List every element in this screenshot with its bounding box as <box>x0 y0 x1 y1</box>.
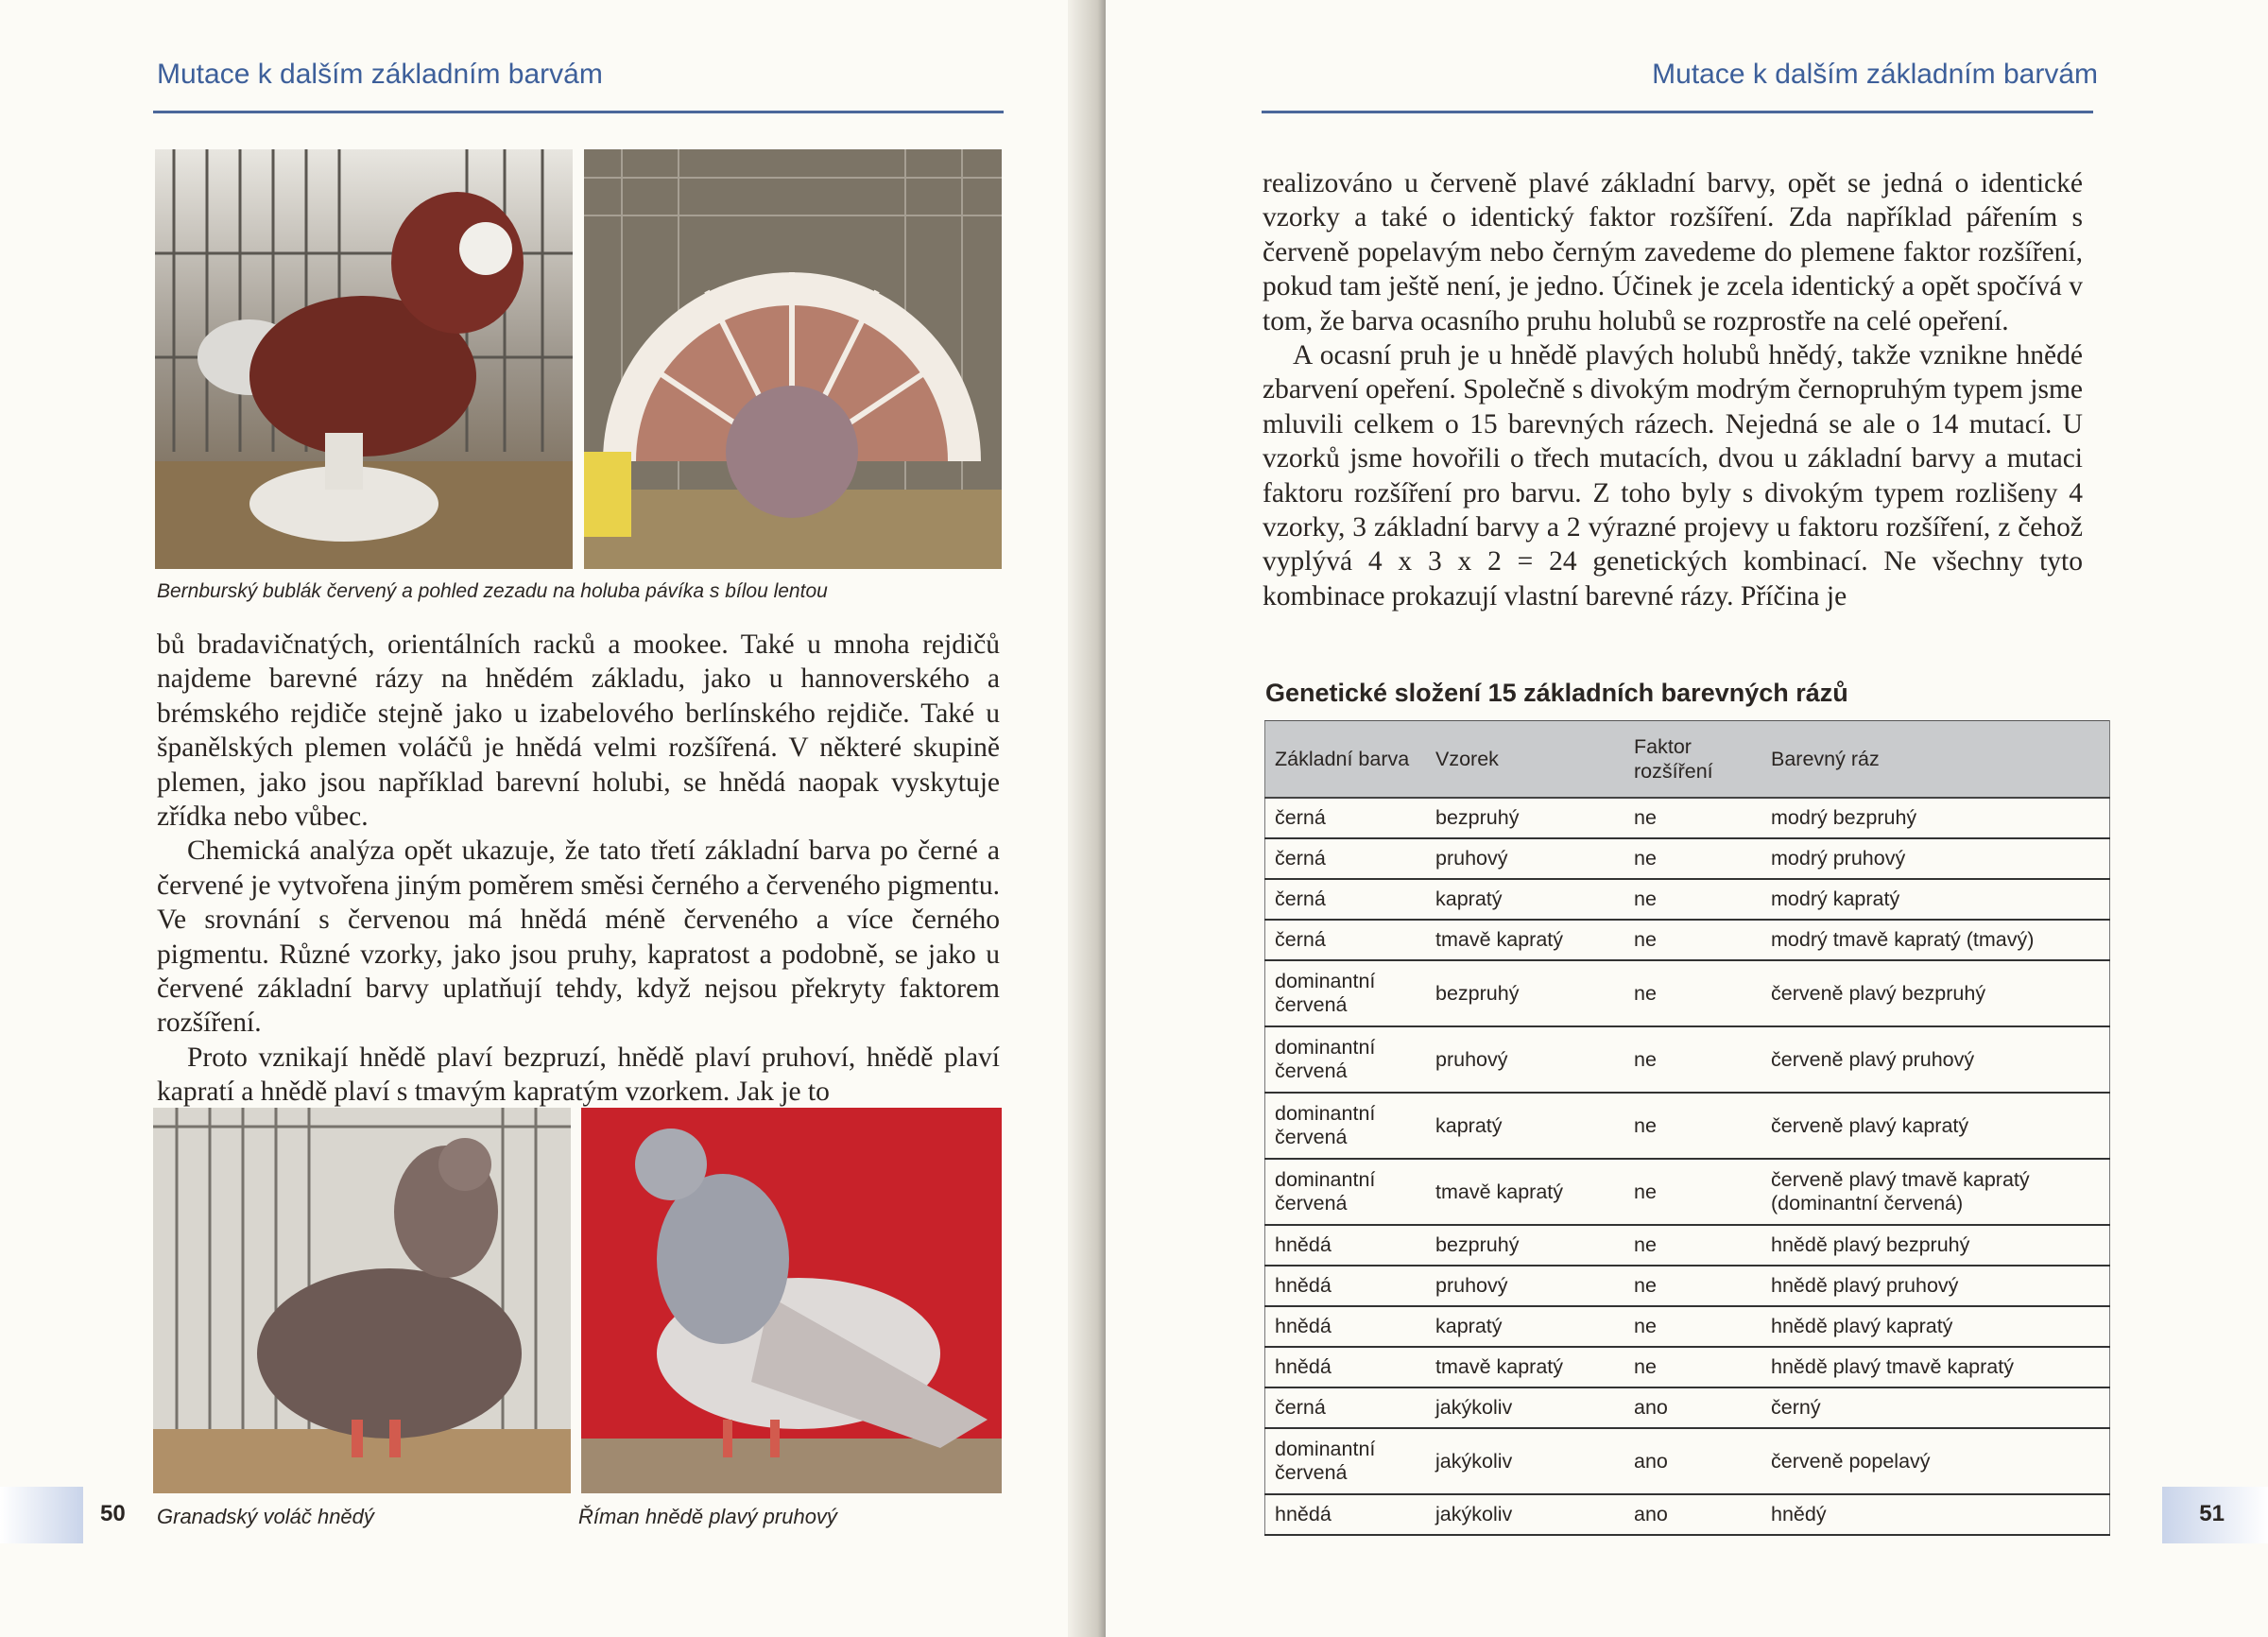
table-row <box>1265 1347 2110 1387</box>
folio-bar-left <box>0 1487 83 1543</box>
cell-pattern: bezpruhý <box>1426 1225 1624 1266</box>
left-page <box>0 0 1106 1637</box>
cell-base-color: hnědá <box>1265 1494 1427 1535</box>
cell-pattern: kapratý <box>1426 879 1624 920</box>
cell-pattern: kapratý <box>1426 1306 1624 1347</box>
cell-base-color: dominantní červená <box>1265 960 1427 1026</box>
cell-pattern: tmavě kapratý <box>1426 1347 1624 1387</box>
table-header-color-variety: Barevný ráz <box>1761 721 2110 799</box>
cell-color-variety: hnědě plavý bezpruhý <box>1761 1225 2110 1266</box>
cell-color-variety: červeně popelavý <box>1761 1428 2110 1494</box>
cell-base-color: černá <box>1265 798 1427 838</box>
cell-pattern: bezpruhý <box>1426 798 1624 838</box>
cell-spread-factor: ne <box>1624 1093 1761 1159</box>
cell-pattern: kapratý <box>1426 1093 1624 1159</box>
table-row <box>1265 1159 2110 1225</box>
table-header-spread-factor: Faktor rozšíření <box>1624 721 1761 799</box>
header-rule-right <box>1262 111 2093 113</box>
cell-color-variety: hnědě plavý tmavě kapratý <box>1761 1347 2110 1387</box>
cell-color-variety: červeně plavý tmavě kapratý (dominantní červená) <box>1761 1159 2110 1225</box>
cell-base-color: hnědá <box>1265 1347 1427 1387</box>
right-paragraph-2: A ocasní pruh je u hnědě plavých holubů hnědý, takže vznikne hnědé zbarvení opeření. Společně s divokým modrým černopruhým typem jsme mluvili celkem o 15 barevných rázech. Nejedná se ale o 14 mutací. U vzorků jsme hovořili o třech mutacích, dvou u základní barvy a mutaci faktoru rozšíření pro barvu. Z toho byly s divokým typem rozlišeny 4 vzorky, 3 základní barvy a 2 výrazné projevy u faktoru rozšíření, z čehož vyplývá 4 x 3 x 2 = 24 genetických kombinací. Ne všechny tyto kombinace prokazují vlastní barevné rázy. Příčina je <box>1263 340 2083 612</box>
right-page <box>1106 0 2268 1637</box>
cell-spread-factor: ne <box>1624 838 1761 879</box>
cell-pattern: tmavě kapratý <box>1426 1159 1624 1225</box>
cell-color-variety: modrý pruhový <box>1761 838 2110 879</box>
table-header-pattern: Vzorek <box>1426 721 1624 799</box>
cell-color-variety: modrý bezpruhý <box>1761 798 2110 838</box>
cell-spread-factor: ne <box>1624 1347 1761 1387</box>
cell-pattern: tmavě kapratý <box>1426 920 1624 960</box>
table-row <box>1265 838 2110 879</box>
cell-base-color: dominantní červená <box>1265 1026 1427 1093</box>
cell-spread-factor: ne <box>1624 879 1761 920</box>
cell-spread-factor: ano <box>1624 1494 1761 1535</box>
table-row <box>1265 1093 2110 1159</box>
table-row <box>1265 960 2110 1026</box>
cell-color-variety: červeně plavý kapratý <box>1761 1093 2110 1159</box>
cell-base-color: černá <box>1265 1387 1427 1428</box>
cell-pattern: jakýkoliv <box>1426 1494 1624 1535</box>
cell-base-color: černá <box>1265 838 1427 879</box>
table-body <box>1265 798 2110 1535</box>
cell-pattern: pruhový <box>1426 838 1624 879</box>
table-row <box>1265 879 2110 920</box>
photo-red-pouter <box>155 149 573 569</box>
page-number-left: 50 <box>100 1501 126 1526</box>
running-head-left: Mutace k dalším základním barvám <box>157 59 603 90</box>
cell-base-color: dominantní červená <box>1265 1093 1427 1159</box>
cell-spread-factor: ano <box>1624 1428 1761 1494</box>
cell-spread-factor: ne <box>1624 798 1761 838</box>
table-row <box>1265 1387 2110 1428</box>
table-row <box>1265 920 2110 960</box>
cell-spread-factor: ne <box>1624 1026 1761 1093</box>
cell-base-color: hnědá <box>1265 1266 1427 1306</box>
cell-pattern: pruhový <box>1426 1026 1624 1093</box>
table-row <box>1265 1225 2110 1266</box>
cell-color-variety: modrý tmavě kapratý (tmavý) <box>1761 920 2110 960</box>
cell-base-color: hnědá <box>1265 1306 1427 1347</box>
genetics-table <box>1264 720 2110 1536</box>
left-paragraph-1: bů bradavičnatých, orientálních racků a mookee. Také u mnoha rejdičů najdeme barevné rázy na hnědém základu, jako u hannoverského a brémského rejdiče stejně jako u izabelového berlínského rejdiče. Také u španělských plemen voláčů je hnědá velmi rozšířená. V některé skupině plemen, jako jsou například barevní holubi, se hnědá naopak vyskytuje zřídka nebo vůbec. <box>157 629 1000 833</box>
header-rule-left <box>153 111 1004 113</box>
cell-spread-factor: ano <box>1624 1387 1761 1428</box>
left-paragraph-3: Proto vznikají hnědě plaví bezpruzí, hnědě plaví pruhoví, hnědě plaví kapratí a hnědě plaví s tmavým kapratým vzorkem. Jak je to <box>157 1042 1000 1108</box>
table-row <box>1265 1494 2110 1535</box>
cell-base-color: hnědá <box>1265 1225 1427 1266</box>
cell-spread-factor: ne <box>1624 920 1761 960</box>
right-body-text <box>1263 166 2083 613</box>
cell-color-variety: červeně plavý pruhový <box>1761 1026 2110 1093</box>
table-header-base-color: Základní barva <box>1265 721 1427 799</box>
page-number-right: 51 <box>2199 1501 2225 1526</box>
cell-spread-factor: ne <box>1624 1266 1761 1306</box>
cell-pattern: jakýkoliv <box>1426 1387 1624 1428</box>
cell-pattern: pruhový <box>1426 1266 1624 1306</box>
cell-spread-factor: ne <box>1624 1225 1761 1266</box>
photo-fantail-rear <box>584 149 1002 569</box>
cell-spread-factor: ne <box>1624 1306 1761 1347</box>
table-row <box>1265 1306 2110 1347</box>
photo-roman-pigeon <box>581 1108 1002 1493</box>
cell-spread-factor: ne <box>1624 1159 1761 1225</box>
top-photos-caption: Bernburský bublák červený a pohled zezadu na holuba pávíka s bílou lentou <box>157 580 828 602</box>
cell-pattern: jakýkoliv <box>1426 1428 1624 1494</box>
cell-color-variety: hnědý <box>1761 1494 2110 1535</box>
running-head-right: Mutace k dalším základním barvám <box>1652 59 2098 90</box>
bottom-left-photo-caption: Granadský voláč hnědý <box>157 1505 374 1528</box>
cell-pattern: bezpruhý <box>1426 960 1624 1026</box>
table-row <box>1265 1266 2110 1306</box>
bottom-right-photo-caption: Říman hnědě plavý pruhový <box>578 1505 837 1528</box>
cell-color-variety: modrý kapratý <box>1761 879 2110 920</box>
table-row <box>1265 1428 2110 1494</box>
cell-color-variety: černý <box>1761 1387 2110 1428</box>
table-row <box>1265 1026 2110 1093</box>
left-paragraph-2: Chemická analýza opět ukazuje, že tato třetí základní barva po černé a červené je vytvořena jiným poměrem směsi černého a červeného pigmentu. Ve srovnání s červenou má hnědá méně červeného a více černého pigmentu. Různé vzorky, jako jsou pruhy, kapratost a podobně, se jako u červené základní barvy uplatňují tehdy, když nejsou překryty faktorem rozšíření. <box>157 836 1000 1039</box>
cell-base-color: dominantní červená <box>1265 1159 1427 1225</box>
table-row <box>1265 798 2110 838</box>
photo-brown-pouter <box>153 1108 571 1493</box>
cell-color-variety: červeně plavý bezpruhý <box>1761 960 2110 1026</box>
cell-base-color: černá <box>1265 920 1427 960</box>
right-paragraph-1: realizováno u červeně plavé základní barvy, opět se jedná o identické vzorky a také o identický faktor rozšíření. Zda například pářením s červeně popelavým nebo černým zavedeme do plemene faktor rozšíření, pokud tam ještě není, je jedno. Účinek je zcela identický a opět spočívá v tom, že barva ocasního pruhu holubů se rozprostře na celé opeření. <box>1263 168 2083 336</box>
table-title: Genetické složení 15 základních barevných rázů <box>1265 679 1848 707</box>
cell-color-variety: hnědě plavý kapratý <box>1761 1306 2110 1347</box>
cell-base-color: dominantní červená <box>1265 1428 1427 1494</box>
left-body-text <box>157 628 1000 1110</box>
cell-spread-factor: ne <box>1624 960 1761 1026</box>
cell-color-variety: hnědě plavý pruhový <box>1761 1266 2110 1306</box>
cell-base-color: černá <box>1265 879 1427 920</box>
